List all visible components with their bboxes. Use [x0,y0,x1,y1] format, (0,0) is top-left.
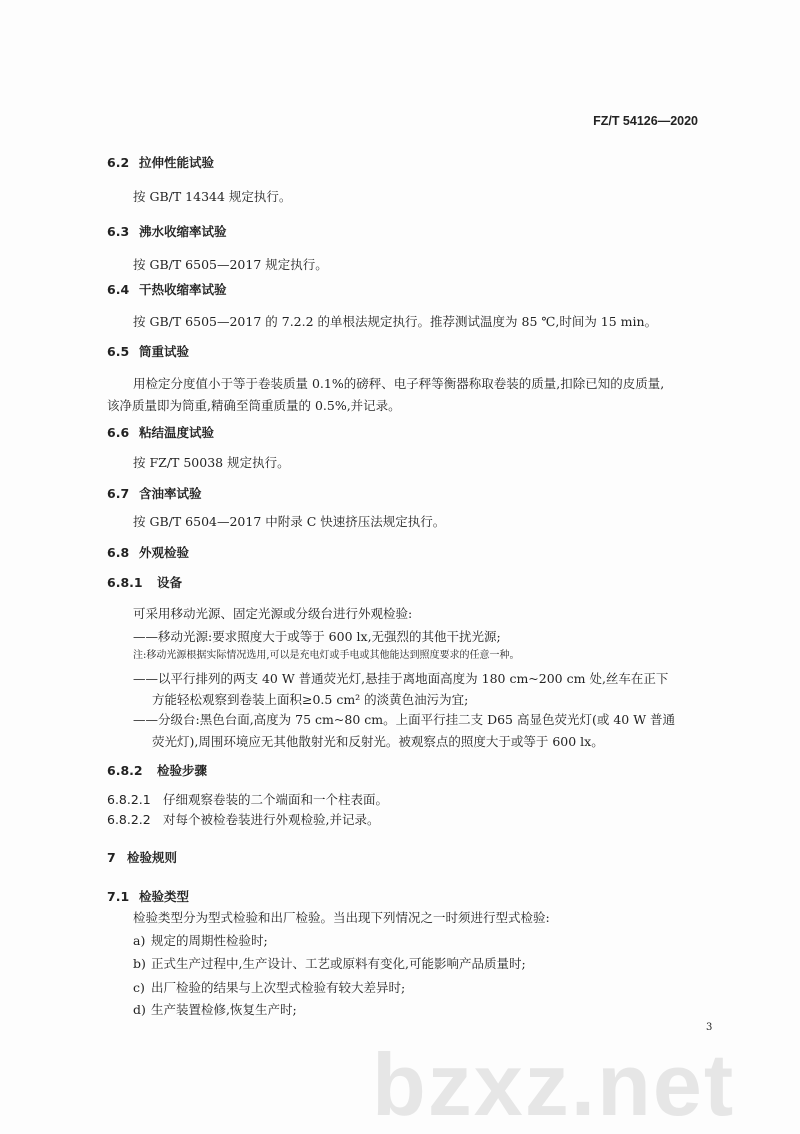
section-heading-7-1: 7.1 检验类型 [107,889,190,904]
body-text: 可采用移动光源、固定光源或分级台进行外观检验: [133,606,413,621]
section-heading-6-5: 6.5 筒重试验 [107,344,190,359]
page-number: 3 [706,1022,713,1033]
list-item: ——以平行排列的两支 40 W 普通荧光灯,悬挂于离地面高度为 180 cm~200 cm 处,丝车在正下 [133,671,669,686]
body-text: 按 GB/T 6505—2017 的 7.2.2 的单根法规定执行。推荐测试温度为 85 ℃,时间为 15 min。 [133,314,658,329]
section-heading-6-6: 6.6 粘结温度试验 [107,425,215,440]
section-heading-6-3: 6.3 沸水收缩率试验 [107,224,227,239]
step-item: 6.8.2.2 对每个被检卷装进行外观检验,并记录。 [107,812,380,827]
body-text: 该净质量即为筒重,精确至筒重质量的 0.5%,并记录。 [107,398,401,413]
body-text: 按 GB/T 14344 规定执行。 [133,189,292,204]
body-text: 检验类型分为型式检验和出厂检验。当出现下列情况之一时须进行型式检验: [133,910,550,925]
section-heading-6-8-1: 6.8.1 设备 [107,575,183,590]
list-item: d) 生产装置检修,恢复生产时; [133,1002,297,1017]
section-heading-6-8-2: 6.8.2 检验步骤 [107,763,208,778]
watermark: bzxz.net [372,1035,736,1134]
section-heading-6-2: 6.2 拉伸性能试验 [107,155,215,170]
list-item: ——分级台:黑色台面,高度为 75 cm~80 cm。上面平行挂二支 D65 高显色荧光灯(或 40 W 普通 [133,712,676,727]
body-text: 用检定分度值小于等于卷装质量 0.1%的磅秤、电子秤等衡器称取卷装的质量,扣除已知的皮质量, [133,376,665,391]
list-item: c) 出厂检验的结果与上次型式检验有较大差异时; [133,980,406,995]
step-item: 6.8.2.1 仔细观察卷装的二个端面和一个柱表面。 [107,792,389,807]
list-item: b) 正式生产过程中,生产设计、工艺或原料有变化,可能影响产品质量时; [133,956,526,971]
list-item-continuation: 方能轻松观察到卷装上面积≥0.5 cm² 的淡黄色油污为宜; [152,692,469,707]
list-item: a) 规定的周期性检验时; [133,933,268,948]
section-heading-6-8: 6.8 外观检验 [107,545,190,560]
section-heading-7: 7 检验规则 [107,850,178,865]
document-number: FZ/T 54126—2020 [593,114,698,128]
body-text: 按 FZ/T 50038 规定执行。 [133,455,290,470]
list-item: ——移动光源:要求照度大于或等于 600 lx,无强烈的其他干扰光源; [133,629,501,644]
body-text: 按 GB/T 6505—2017 规定执行。 [133,257,328,272]
section-heading-6-4: 6.4 干热收缩率试验 [107,282,227,297]
note-text: 注:移动光源根据实际情况选用,可以是充电灯或手电或其他能达到照度要求的任意一种。 [133,650,520,661]
body-text: 按 GB/T 6504—2017 中附录 C 快速挤压法规定执行。 [133,514,446,529]
list-item-continuation: 荧光灯),周围环境应无其他散射光和反射光。被观察点的照度大于或等于 600 lx。 [152,734,604,749]
section-heading-6-7: 6.7 含油率试验 [107,486,202,501]
